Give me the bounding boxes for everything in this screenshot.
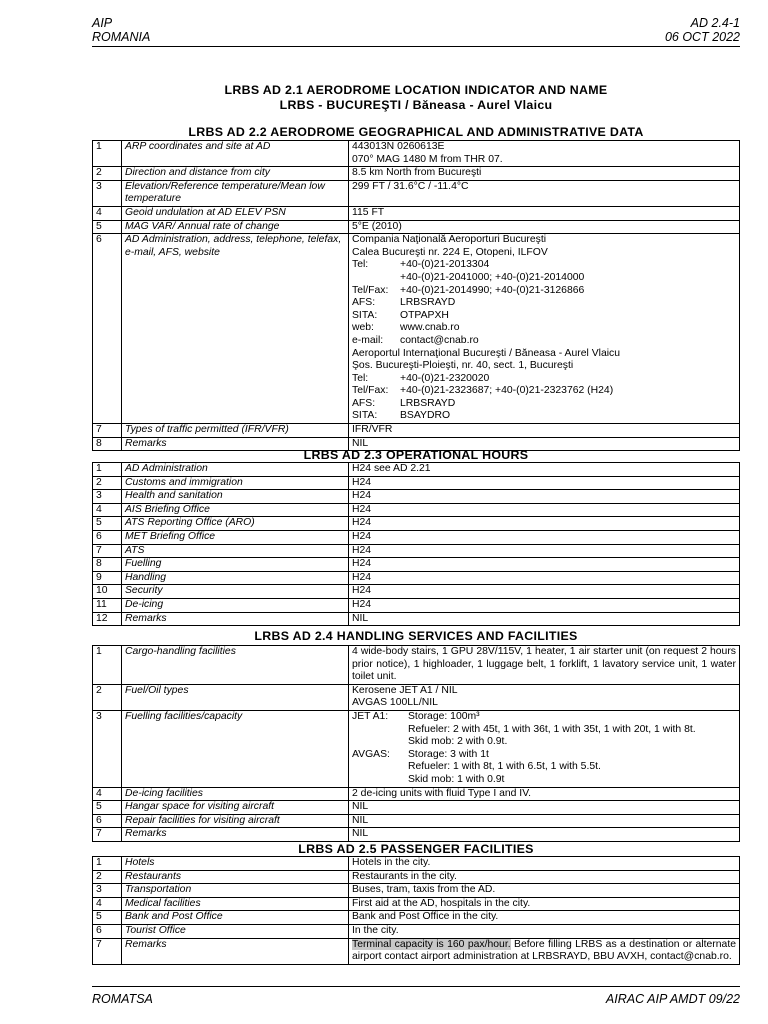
contact-key: AFS:: [352, 297, 376, 309]
table-row: [93, 585, 740, 599]
row-value: H24: [349, 585, 740, 599]
row-label: Direction and distance from city: [122, 167, 349, 181]
value-line: AVGAS 100LL/NIL: [352, 697, 438, 709]
table-row: [93, 490, 740, 504]
row-value: Bank and Post Office in the city.: [349, 911, 740, 925]
row-label: Fuel/Oil types: [122, 684, 349, 710]
row-label: MAG VAR/ Annual rate of change: [122, 220, 349, 234]
header-date: 06 OCT 2022: [664, 30, 740, 44]
remark-text: Before filling LRBS as a destination or alternate airport contact airport administration at LRBSRAYD, BBU AVXH, contact@cnab.ro.: [352, 938, 736, 963]
row-value: 4 wide-body stairs, 1 GPU 28V/115V, 1 heater, 1 air starter unit (on request 2 hours prior notice), 1 highloader, 1 luggage belt, 1 forklift, 1 lavatory service unit, 1 water toilet unit.: [349, 646, 740, 685]
row-value: IFR/VFR: [349, 424, 740, 438]
contact-line: [352, 398, 736, 411]
row-label: Remarks: [122, 828, 349, 842]
row-value: NIL: [349, 814, 740, 828]
header-page-ref: AD 2.4-1: [690, 16, 740, 30]
row-number: 1: [93, 463, 122, 477]
row-value: H24: [349, 503, 740, 517]
footer-rule: [92, 986, 740, 987]
contact-value: www.cnab.ro: [400, 322, 460, 334]
row-value: First aid at the AD, hospitals in the city.: [349, 897, 740, 911]
contact-key: AFS:: [352, 397, 376, 409]
row-value: [349, 684, 740, 710]
row-number: 8: [93, 437, 122, 451]
contact-value: +40-(0)21-2320020: [400, 372, 490, 384]
row-value: H24: [349, 558, 740, 572]
sec24-table: [92, 645, 740, 842]
footer-amendment: AIRAC AIP AMDT 09/22: [605, 992, 740, 1006]
row-label: Restaurants: [122, 870, 349, 884]
header-country: ROMANIA: [92, 30, 151, 44]
row-value: Hotels in the city.: [349, 857, 740, 871]
sec21-title: LRBS AD 2.1 AERODROME LOCATION INDICATOR AND NAME: [224, 83, 608, 97]
table-row: [93, 911, 740, 925]
row-label: Remarks: [122, 437, 349, 451]
row-value: [349, 141, 740, 167]
contact-value: +40-(0)21-2323687; +40-(0)21-2323762 (H24): [400, 385, 614, 397]
table-row: [93, 141, 740, 167]
value-line: 443013N 0260613E: [352, 141, 445, 152]
table-row: [93, 801, 740, 815]
row-number: 3: [93, 884, 122, 898]
row-value: 8.5 km North from Bucureşti: [349, 167, 740, 181]
contact-line: [352, 385, 736, 398]
table-row: [93, 517, 740, 531]
fuel-value: Storage: 100m³: [408, 710, 480, 722]
header-aip: AIP: [92, 16, 113, 30]
contact-line: [352, 297, 736, 310]
contact-line: [352, 259, 736, 272]
row-label: De-icing facilities: [122, 787, 349, 801]
row-label: Fuelling facilities/capacity: [122, 710, 349, 787]
row-label: ARP coordinates and site at AD: [122, 141, 349, 167]
table-row: [93, 424, 740, 438]
row-label: Handling: [122, 571, 349, 585]
row-label: Transportation: [122, 884, 349, 898]
row-value-fuelling: [349, 710, 740, 787]
row-label: Medical facilities: [122, 897, 349, 911]
contact-key: SITA:: [352, 410, 378, 422]
contact-line: [352, 410, 736, 423]
row-label: MET Briefing Office: [122, 530, 349, 544]
fuel-line: Refueler: 1 with 8t, 1 with 6.5t, 1 with 5.5t.: [408, 761, 601, 773]
table-row: [93, 787, 740, 801]
contact-line: [352, 285, 736, 298]
row-number: 10: [93, 585, 122, 599]
contact-line: [352, 310, 736, 323]
row-label: De-icing: [122, 598, 349, 612]
row-number: 7: [93, 544, 122, 558]
contact-line: [352, 335, 736, 348]
row-value: 115 FT: [349, 206, 740, 220]
fuel-line: Skid mob: 2 with 0.9t.: [408, 736, 508, 748]
row-value: In the city.: [349, 924, 740, 938]
fuel-line: [352, 749, 736, 762]
row-label: AD Administration, address, telephone, telefax, e-mail, AFS, website: [122, 234, 349, 424]
fuel-line: [352, 711, 736, 724]
row-number: 7: [93, 938, 122, 964]
row-number: 7: [93, 424, 122, 438]
row-value: [349, 938, 740, 964]
row-value: H24: [349, 571, 740, 585]
row-number: 12: [93, 612, 122, 626]
row-value: H24: [349, 530, 740, 544]
fuel-value: Storage: 3 with 1t: [408, 748, 489, 760]
table-row: [93, 234, 740, 424]
header-rule: [92, 46, 740, 47]
contact-value: LRBSRAYD: [400, 297, 456, 309]
row-value-contacts: [349, 234, 740, 424]
row-value: H24: [349, 598, 740, 612]
org-name: Aeroportul Internaţional Bucureşti / Băneasa - Aurel Vlaicu: [352, 347, 620, 359]
value-line: Kerosene JET A1 / NIL: [352, 684, 458, 696]
table-row: [93, 897, 740, 911]
row-number: 2: [93, 870, 122, 884]
row-number: 7: [93, 828, 122, 842]
row-label: Geoid undulation at AD ELEV PSN: [122, 206, 349, 220]
row-value: NIL: [349, 437, 740, 451]
highlighted-text: Terminal capacity is 160 pax/hour.: [352, 938, 511, 950]
row-value: 5°E (2010): [349, 220, 740, 234]
table-row: [93, 684, 740, 710]
footer-org: ROMATSA: [92, 992, 153, 1006]
fuel-key: AVGAS:: [352, 748, 390, 760]
sec25-table: [92, 856, 740, 965]
row-label: Customs and immigration: [122, 476, 349, 490]
row-number: 1: [93, 857, 122, 871]
row-number: 8: [93, 558, 122, 572]
sec22-title: LRBS AD 2.2 AERODROME GEOGRAPHICAL AND ADMINISTRATIVE DATA: [188, 125, 644, 139]
contact-line: [352, 322, 736, 335]
row-number: 5: [93, 801, 122, 815]
sec25-title: LRBS AD 2.5 PASSENGER FACILITIES: [298, 842, 534, 856]
table-row: [93, 710, 740, 787]
table-row: [93, 598, 740, 612]
row-value: NIL: [349, 828, 740, 842]
row-value: 2 de-icing units with fluid Type I and IV.: [349, 787, 740, 801]
table-row: [93, 814, 740, 828]
row-label: Security: [122, 585, 349, 599]
row-label: Tourist Office: [122, 924, 349, 938]
contact-line: +40-(0)21-2041000; +40-(0)21-2014000: [400, 271, 585, 283]
row-label: Remarks: [122, 612, 349, 626]
row-number: 6: [93, 924, 122, 938]
row-value: H24: [349, 476, 740, 490]
value-line: 070° MAG 1480 M from THR 07.: [352, 153, 503, 165]
row-label: Hangar space for visiting aircraft: [122, 801, 349, 815]
row-number: 6: [93, 234, 122, 424]
contact-value: +40-(0)21-2014990; +40-(0)21-3126866: [400, 284, 585, 296]
contact-value: BSAYDRO: [400, 410, 451, 422]
fuel-key: JET A1:: [352, 710, 389, 722]
row-label: Elevation/Reference temperature/Mean low temperature: [122, 180, 349, 206]
contact-key: SITA:: [352, 309, 378, 321]
org-address: Şos. Bucureşti-Ploieşti, nr. 40, sect. 1, Bucureşti: [352, 360, 574, 372]
row-value: 299 FT / 31.6°C / -11.4°C: [349, 180, 740, 206]
fuel-line: Skid mob: 1 with 0.9t: [408, 773, 505, 785]
row-label: AD Administration: [122, 463, 349, 477]
table-row: [93, 220, 740, 234]
row-label: Repair facilities for visiting aircraft: [122, 814, 349, 828]
row-label: Cargo-handling facilities: [122, 646, 349, 685]
row-value: Buses, tram, taxis from the AD.: [349, 884, 740, 898]
row-label: Health and sanitation: [122, 490, 349, 504]
row-label: Remarks: [122, 938, 349, 964]
row-number: 4: [93, 206, 122, 220]
row-value: NIL: [349, 801, 740, 815]
row-value: NIL: [349, 612, 740, 626]
row-value: Restaurants in the city.: [349, 870, 740, 884]
table-row: [93, 530, 740, 544]
row-value: H24: [349, 544, 740, 558]
table-row: [93, 612, 740, 626]
table-row: [93, 463, 740, 477]
row-number: 6: [93, 814, 122, 828]
contact-value: OTPAPXH: [400, 309, 449, 321]
table-row: [93, 167, 740, 181]
row-value: H24 see AD 2.21: [349, 463, 740, 477]
table-row: [93, 558, 740, 572]
row-value: H24: [349, 517, 740, 531]
row-number: 2: [93, 684, 122, 710]
fuel-line: Refueler: 2 with 45t, 1 with 36t, 1 with 35t, 1 with 20t, 1 with 8t.: [408, 723, 696, 735]
table-row: [93, 870, 740, 884]
row-number: 9: [93, 571, 122, 585]
row-number: 2: [93, 476, 122, 490]
sec23-title: LRBS AD 2.3 OPERATIONAL HOURS: [303, 448, 529, 462]
sec23-table: [92, 462, 740, 626]
row-number: 4: [93, 503, 122, 517]
row-number: 6: [93, 530, 122, 544]
row-number: 3: [93, 180, 122, 206]
row-number: 5: [93, 220, 122, 234]
row-number: 11: [93, 598, 122, 612]
contact-value: +40-(0)21-2013304: [400, 259, 490, 271]
row-number: 1: [93, 646, 122, 685]
contact-line: [352, 373, 736, 386]
contact-value: contact@cnab.ro: [400, 334, 479, 346]
row-number: 5: [93, 911, 122, 925]
table-row: [93, 571, 740, 585]
row-label: ATS Reporting Office (ARO): [122, 517, 349, 531]
contact-value: LRBSRAYD: [400, 397, 456, 409]
contact-key: Tel/Fax:: [352, 385, 389, 397]
row-number: 1: [93, 141, 122, 167]
table-row: [93, 476, 740, 490]
table-row: [93, 857, 740, 871]
contact-key: Tel:: [352, 372, 369, 384]
sec21-subtitle: LRBS - BUCUREŞTI / Băneasa - Aurel Vlaicu: [279, 98, 553, 112]
row-label: Hotels: [122, 857, 349, 871]
table-row: [93, 938, 740, 964]
sec24-title: LRBS AD 2.4 HANDLING SERVICES AND FACILITIES: [254, 629, 578, 643]
table-row: [93, 924, 740, 938]
row-number: 4: [93, 897, 122, 911]
row-label: Bank and Post Office: [122, 911, 349, 925]
table-row: [93, 884, 740, 898]
table-row: [93, 544, 740, 558]
contact-key: Tel/Fax:: [352, 284, 389, 296]
table-row: [93, 646, 740, 685]
org-address: Calea Bucureşti nr. 224 E, Otopeni, ILFOV: [352, 246, 548, 258]
table-row: [93, 503, 740, 517]
row-label: AIS Briefing Office: [122, 503, 349, 517]
contact-key: web:: [352, 322, 374, 334]
row-number: 3: [93, 490, 122, 504]
table-row: [93, 180, 740, 206]
row-number: 2: [93, 167, 122, 181]
sec22-table: [92, 140, 740, 451]
contact-key: e-mail:: [352, 334, 384, 346]
row-value: H24: [349, 490, 740, 504]
row-label: Types of traffic permitted (IFR/VFR): [122, 424, 349, 438]
row-label: ATS: [122, 544, 349, 558]
row-number: 4: [93, 787, 122, 801]
row-number: 3: [93, 710, 122, 787]
table-row: [93, 828, 740, 842]
row-label: Fuelling: [122, 558, 349, 572]
row-number: 5: [93, 517, 122, 531]
contact-key: Tel:: [352, 259, 369, 271]
org-name: Compania Naţională Aeroporturi Bucureşti: [352, 234, 547, 246]
table-row: [93, 206, 740, 220]
